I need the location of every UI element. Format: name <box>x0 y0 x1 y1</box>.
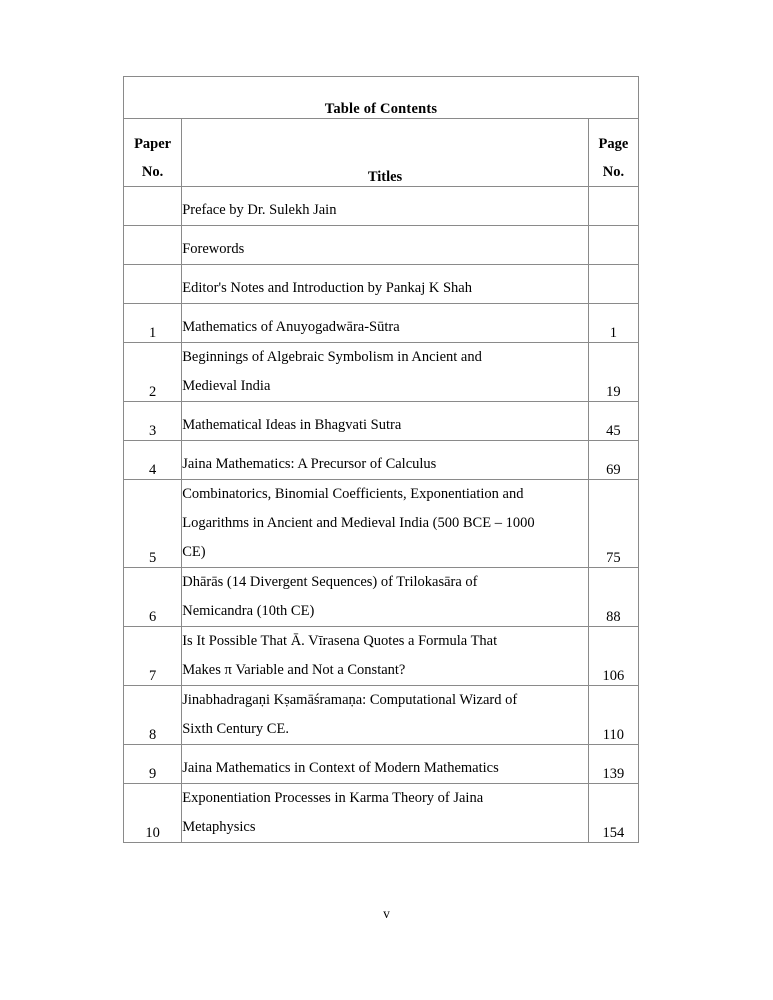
table-row <box>124 402 639 441</box>
cell-paper-no <box>124 265 182 304</box>
cell-page-no: 139 <box>588 745 638 784</box>
cell-title <box>182 784 589 843</box>
cell-title-line: Jaina Mathematics: A Precursor of Calculus <box>182 456 437 472</box>
table-row <box>124 226 639 265</box>
table-banner-row <box>124 77 639 119</box>
cell-paper-no: 5 <box>124 480 182 568</box>
cell-title-line: Exponentiation Processes in Karma Theory of Jaina <box>182 790 484 806</box>
cell-title-line: Sixth Century CE. <box>182 721 289 737</box>
cell-page-no: 88 <box>588 568 638 627</box>
table-row <box>124 441 639 480</box>
cell-page-no: 69 <box>588 441 638 480</box>
column-header-titles: Titles <box>182 119 589 187</box>
cell-title-line: Mathematics of Anuyogadwāra-Sūtra <box>182 319 400 335</box>
cell-title-line: Beginnings of Algebraic Symbolism in Ancient and <box>182 349 482 365</box>
cell-paper-no <box>124 226 182 265</box>
table-row <box>124 265 639 304</box>
cell-paper-no <box>124 187 182 226</box>
page-title: Table of Contents <box>124 77 639 119</box>
cell-page-no: 110 <box>588 686 638 745</box>
cell-paper-no: 7 <box>124 627 182 686</box>
column-header-page-no <box>588 119 638 187</box>
column-header-paper-no-line1: Paper <box>134 136 172 152</box>
cell-page-no <box>588 187 638 226</box>
cell-title-line: Is It Possible That Ā. Vīrasena Quotes a Formula That <box>182 633 498 649</box>
cell-title-line: Jinabhadragaṇi Kṣamāśramaṇa: Computational Wizard of <box>182 692 518 708</box>
cell-title-line: Mathematical Ideas in Bhagvati Sutra <box>182 417 402 433</box>
cell-title <box>182 265 589 304</box>
table-header-row <box>124 119 639 187</box>
cell-paper-no: 1 <box>124 304 182 343</box>
cell-title-line: Forewords <box>182 241 245 257</box>
column-header-page-no-line1: Page <box>598 136 629 152</box>
cell-title-line: Combinatorics, Binomial Coefficients, Exponentiation and <box>182 486 524 502</box>
cell-page-no: 154 <box>588 784 638 843</box>
cell-title <box>182 402 589 441</box>
cell-page-no: 19 <box>588 343 638 402</box>
cell-page-no: 1 <box>588 304 638 343</box>
cell-title <box>182 686 589 745</box>
table-row <box>124 568 639 627</box>
cell-paper-no: 8 <box>124 686 182 745</box>
cell-title <box>182 745 589 784</box>
cell-paper-no: 2 <box>124 343 182 402</box>
cell-paper-no: 9 <box>124 745 182 784</box>
table-row <box>124 686 639 745</box>
table-of-contents-table <box>123 76 639 843</box>
column-header-paper-no-line2: No. <box>141 164 164 180</box>
table-row <box>124 745 639 784</box>
table-row <box>124 784 639 843</box>
cell-page-no: 106 <box>588 627 638 686</box>
cell-title-line: CE) <box>182 544 206 560</box>
cell-title-line: Nemicandra (10th CE) <box>182 603 315 619</box>
table-row <box>124 343 639 402</box>
table-row <box>124 627 639 686</box>
cell-title-line: Preface by Dr. Sulekh Jain <box>182 202 337 218</box>
cell-paper-no: 4 <box>124 441 182 480</box>
cell-title-line: Metaphysics <box>182 819 256 835</box>
cell-page-no <box>588 226 638 265</box>
cell-title-line: Jaina Mathematics in Context of Modern Mathematics <box>182 760 499 776</box>
table-row <box>124 480 639 568</box>
cell-title-line: Editor's Notes and Introduction by Pankaj K Shah <box>182 280 472 296</box>
cell-title-line: Dhārās (14 Divergent Sequences) of Trilokasāra of <box>182 574 478 590</box>
cell-paper-no: 10 <box>124 784 182 843</box>
column-header-paper-no <box>124 119 182 187</box>
cell-title <box>182 343 589 402</box>
cell-title <box>182 627 589 686</box>
page-folio-number: v <box>383 906 390 921</box>
table-body <box>124 187 639 843</box>
cell-title-line: Medieval India <box>182 378 271 394</box>
cell-title <box>182 480 589 568</box>
table-row <box>124 304 639 343</box>
cell-title <box>182 568 589 627</box>
table-row <box>124 187 639 226</box>
cell-title <box>182 304 589 343</box>
cell-page-no: 75 <box>588 480 638 568</box>
cell-page-no: 45 <box>588 402 638 441</box>
cell-paper-no: 6 <box>124 568 182 627</box>
cell-paper-no: 3 <box>124 402 182 441</box>
cell-title-line: Logarithms in Ancient and Medieval India (500 BCE – 1000 <box>182 515 535 531</box>
cell-title <box>182 441 589 480</box>
cell-page-no <box>588 265 638 304</box>
cell-title <box>182 187 589 226</box>
cell-title-line: Makes π Variable and Not a Constant? <box>182 662 406 678</box>
column-header-page-no-line2: No. <box>602 164 625 180</box>
cell-title <box>182 226 589 265</box>
